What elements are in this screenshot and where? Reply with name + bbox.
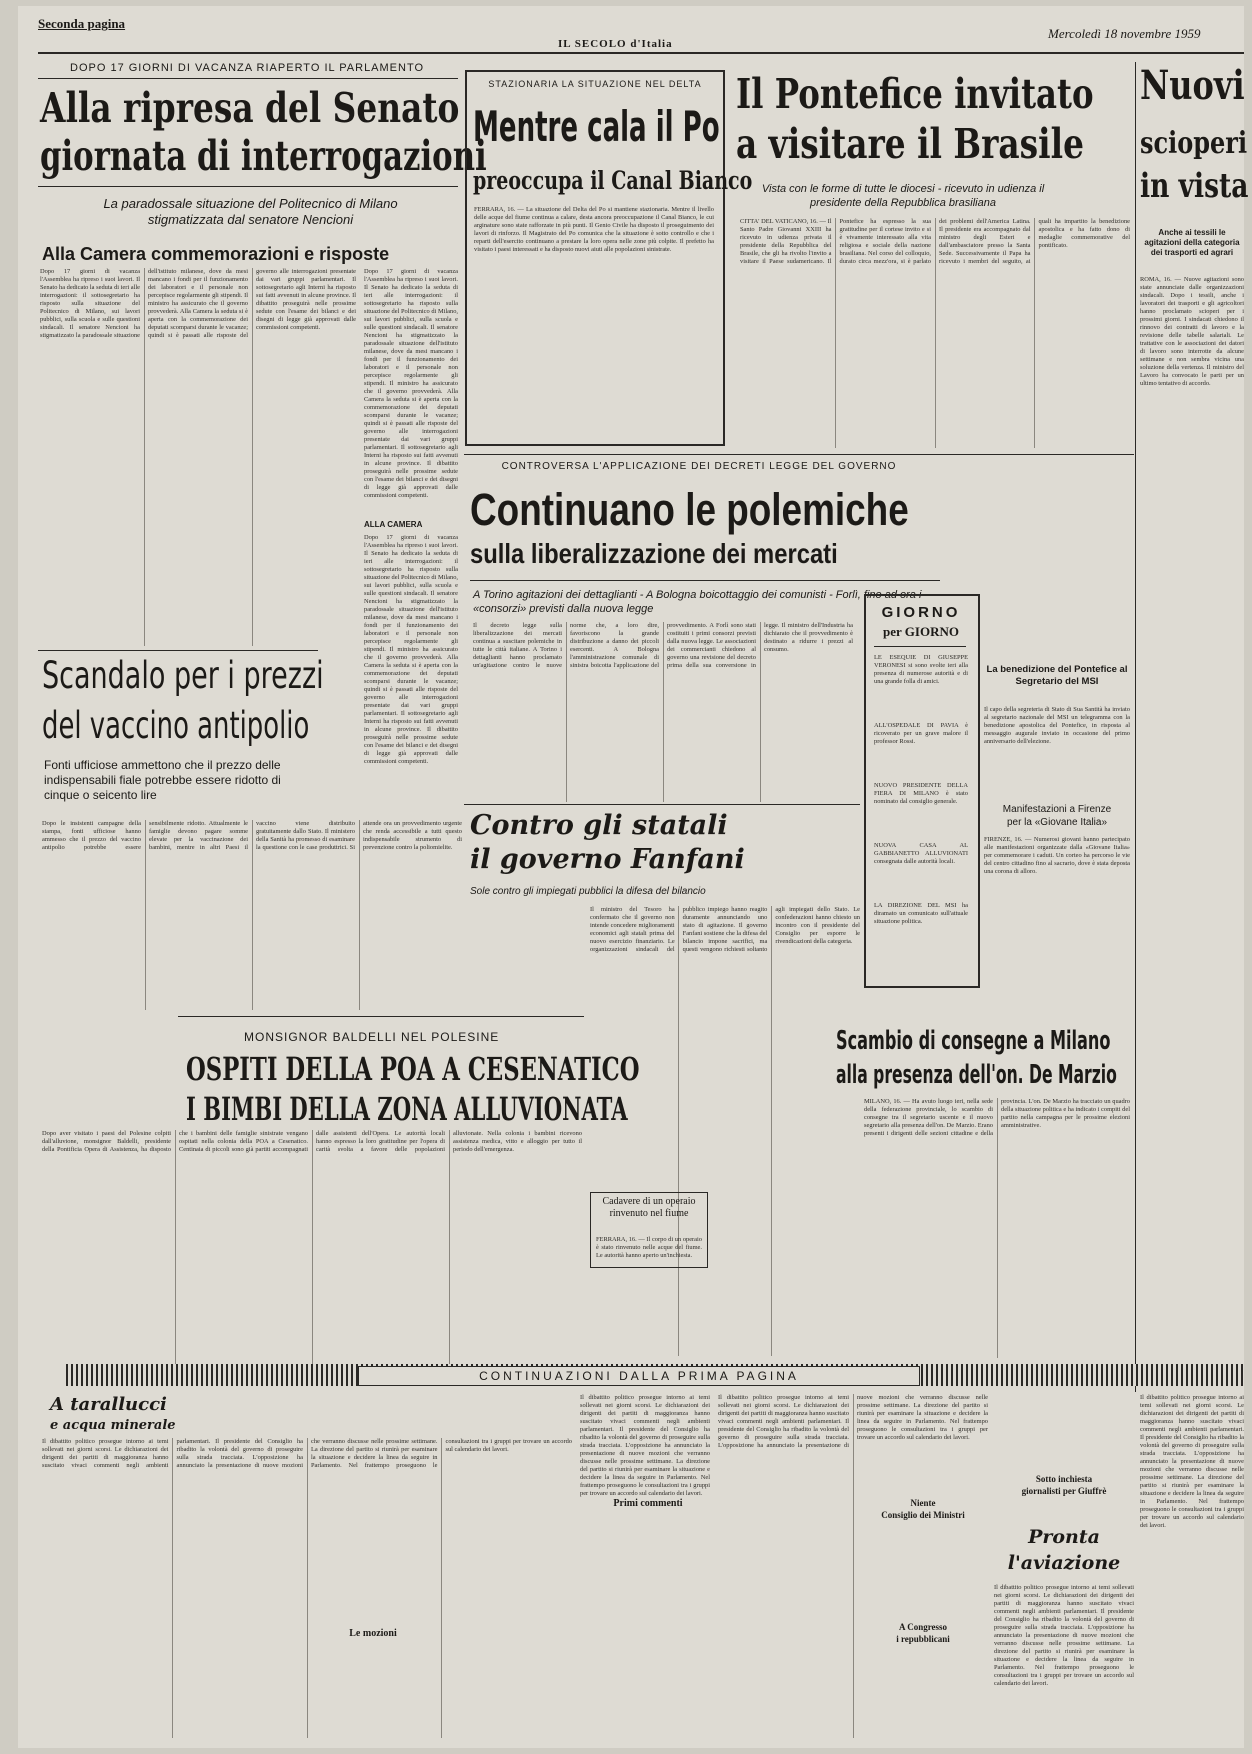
pronta-body: Il dibattito politico prosegue intorno ai temi sollevati nei giorni scorsi. Le dichiarazioni dei dirigenti dei partiti di maggioranza hanno suscitato vivaci commenti negli ambienti parlamentari. Il presidente del Consiglio ha ribadito la volontà del governo di proseguire sulla strada tracciata. L'opposizione ha annunciato la presentazione di nuove mozioni che verranno discusse nelle prossime settimane. La direzione del partito si riunirà per esaminare la situazione e decidere la linea da seguire in Parlamento. Nel frattempo proseguono le consultazioni tra i gruppi per trovare un accordo sul calendario dei lavori.: [994, 1584, 1134, 1687]
mercati-subtitle: A Torino agitazioni dei dettaglianti - A Bologna boicottaggio dei comunisti - Forlì, fino ad ora i «consorzi» previsti dalla nuova legge: [473, 589, 922, 615]
senato-headline-line1: Alla ripresa del Senato: [40, 84, 460, 132]
senato-body-continued: Dopo 17 giorni di vacanza l'Assemblea ha ripreso i suoi lavori. Il Senato ha dedicato la seduta di ieri alle interrogazioni: il sottosegretario ha risposto sulla situazione del Politecnico di Milano, sui lavori pubblici, sulla scuola e sulle questioni sindacali. Il senatore Nencioni ha stigmatizzato la paradossale situazione dell'istituto milanese, dove da mesi mancano i fondi per il funzionamento dei laboratori e il personale non percepisce regolarmente gli stipendi. Il ministro ha assicurato che il governo provvederà. Alla Camera la seduta si è aperta con la commemorazione dei deputati scomparsi durante le vacanze; quindi si è passati alle risposte del governo alle interrogazioni presentate dai vari gruppi parlamentari. Il sottosegretario agli Interni ha risposto sui fatti avvenuti in alcune province. Il dibattito proseguirà nelle prossime sedute con l'esame dei bilanci e dei disegni di legge già approvati dalle commissioni competenti.: [364, 268, 458, 499]
pronta-headline-line2: l'aviazione: [1007, 1552, 1121, 1574]
vaccino-headline-line2: del vaccino antipolio: [42, 704, 310, 747]
operaio-headline: Cadavere di un operaio rinvenuto nel fiume: [602, 1196, 696, 1219]
continuazioni-body-left: Il dibattito politico prosegue intorno ai temi sollevati nei giorni scorsi. Le dichiarazioni dei dirigenti dei partiti di maggioranza hanno suscitato vivaci commenti negli ambienti parlamentari. Il presidente del Consiglio ha ribadito la volontà del governo di proseguire sulla strada tracciata. L'opposizione ha annunciato la presentazione di nuove mozioni che verranno discusse nelle prossime settimane. La direzione del partito si riunirà per esaminare la situazione e decidere la linea da seguire in Parlamento. Nel frattempo proseguono le consultazioni tra i gruppi per trovare un accordo sul calendario dei lavori.: [42, 1438, 572, 1469]
senato-section-heading: Alla Camera commemorazioni e risposte: [42, 244, 390, 264]
cesenatico-headline-line2: I BIMBI DELLA ZONA ALLUVIONATA: [186, 1090, 628, 1128]
scioperi-body: ROMA, 16. — Nuove agitazioni sono state annunciate dalle organizzazioni sindacali. Dopo i tessili, anche i lavoratori dei trasporti e gli agricoltori hanno proclamato scioperi per i prossimi giorni. I sindacati chiedono il rinnovo dei contratti di lavoro e la revisione delle tabelle salariali. Le trattative con le associazioni dei datori di lavoro sono interrotte da alcune settimane e non sembra vicina una soluzione della vertenza. Il ministro del Lavoro ha convocato le parti per un ultimo tentativo di accordo.: [1140, 276, 1244, 387]
statali-subtitle: Sole contro gli impiegati pubblici la difesa del bilancio: [470, 886, 706, 897]
giorno-item: LA DIREZIONE DEL MSI ha diramato un comunicato sull'attuale situazione politica.: [874, 902, 968, 925]
cesenatico-body: Dopo aver visitato i paesi del Polesine colpiti dall'alluvione, monsignor Baldelli, presidente della Pontificia Opera di Assistenza, ha disposto che i bambini delle famiglie sinistrate vengano ospitati nella colonia della POA a Cesenatico. Centinaia di piccoli sono già partiti accompagnati dalle assistenti dell'Opera. Le autorità locali hanno espresso la loro gratitudine per l'opera di carità svolta a favore delle popolazioni alluvionate. Nella colonia i bambini ricevono assistenza medica, vitto e alloggio per tutto il periodo dell'emergenza.: [42, 1130, 582, 1153]
milano-headline-line2: alla presenza dell'on. De Marzio: [836, 1060, 1117, 1090]
senato-body: Dopo 17 giorni di vacanza l'Assemblea ha ripreso i suoi lavori. Il Senato ha dedicato la seduta di ieri alle interrogazioni: il sottosegretario ha risposto sulla situazione del Politecnico di Milano, sui lavori pubblici, sulla scuola e sulle questioni sindacali. Il senatore Nencioni ha stigmatizzato la paradossale situazione dell'istituto milanese, dove da mesi mancano i fondi per il funzionamento dei laboratori e il personale non percepisce regolarmente gli stipendi. Il ministro ha assicurato che il governo provvederà. Alla Camera la seduta si è aperta con la commemorazione dei deputati scomparsi durante le vacanze; quindi si è passati alle risposte del governo alle interrogazioni presentate dai vari gruppi parlamentari. Il sottosegretario agli Interni ha risposto sui fatti avvenuti in alcune province. Il dibattito proseguirà nelle prossime sedute con l'esame dei bilanci e dei disegni di legge già approvati dalle commissioni competenti.: [40, 268, 356, 339]
senato-kicker: DOPO 17 GIORNI DI VACANZA RIAPERTO IL PARLAMENTO: [70, 62, 425, 74]
mercati-headline-line1: Continuano le polemiche: [470, 484, 909, 535]
benedizione-body: Il capo della segreteria di Stato di Sua Santità ha inviato al segretario nazionale del MSI un telegramma con la benedizione apostolica del Pontefice, in risposta al messaggio augurale inviato in occasione del primo anniversario dell'elezione.: [984, 706, 1130, 745]
giorno-title-line2: per GIORNO: [883, 624, 959, 639]
tarallucci-headline-line1: A tarallucci: [50, 1394, 167, 1415]
mozioni-heading: Le mozioni: [313, 1628, 433, 1639]
vaccino-subtitle: Fonti ufficiose ammettono che il prezzo delle indispensabili fiale potrebbe essere ridotto di cinque o seicento lire: [44, 758, 281, 802]
senato-subtitle: La paradossale situazione del Politecnico di Milano stigmatizzata dal senatore Nencioni: [103, 196, 398, 227]
primi-commenti-heading: Primi commenti: [593, 1498, 703, 1509]
tarallucci-headline-line2: e acqua minerale: [50, 1418, 176, 1433]
congresso-heading-line2: i repubblicani: [858, 1634, 988, 1645]
giorno-item: LE ESEQUIE DI GIUSEPPE VERONESI si sono svolte ieri alla presenza di numerose autorità e di una grande folla di amici.: [874, 654, 968, 685]
delta-headline-line2: preoccupa il Canal Bianco: [473, 166, 753, 195]
statali-headline-line2: il governo Fanfani: [470, 844, 745, 875]
newspaper-page: [18, 6, 1249, 1748]
continuazioni-body-right: Il dibattito politico prosegue intorno ai temi sollevati nei giorni scorsi. Le dichiarazioni dei dirigenti dei partiti di maggioranza hanno suscitato vivaci commenti negli ambienti parlamentari. Il presidente del Consiglio ha ribadito la volontà del governo di proseguire sulla strada tracciata. L'opposizione ha annunciato la presentazione di nuove mozioni che verranno discusse nelle prossime settimane. La direzione del partito si riunirà per esaminare la situazione e decidere la linea da seguire in Parlamento. Nel frattempo proseguono le consultazioni tra i gruppi per trovare un accordo sul calendario dei lavori.: [718, 1394, 988, 1449]
firenze-headline-line1: Manifestazioni a Firenze: [1002, 804, 1112, 815]
senato-headline-line2: giornata di interrogazioni: [40, 132, 487, 180]
consiglio-heading-line2: Consiglio dei Ministri: [858, 1510, 988, 1521]
delta-headline-line1: Mentre cala il Po: [473, 102, 720, 151]
statali-body: Il ministro del Tesoro ha confermato che il governo non intende concedere miglioramenti economici agli statali prima del nuovo esercizio finanziario. Le organizzazioni sindacali del pubblico impiego hanno reagito duramente annunciando uno stato di agitazione. Il governo Fanfani sostiene che la difesa del bilancio impone sacrifici, ma questi vengono richiesti soltanto agli impiegati dello Stato. Le confederazioni hanno chiesto un incontro con il presidente del Consiglio per esporre le rivendicazioni della categoria.: [590, 906, 860, 953]
page-section-label: Seconda pagina: [38, 16, 126, 31]
continuazioni-banner: CONTINUAZIONI DALLA PRIMA PAGINA: [358, 1366, 920, 1386]
statali-headline-line1: Contro gli statali: [470, 810, 728, 841]
senato-camera-subhead: ALLA CAMERA: [364, 520, 423, 529]
brasile-headline-line1: Il Pontefice invitato: [736, 70, 1094, 118]
brasile-body: CITTA' DEL VATICANO, 16. — Il Santo Padre Giovanni XXIII ha ricevuto in udienza privata il presidente della Repubblica del Brasile, che gli ha rivolto l'invito a visitare il Paese sudamericano. Il Pontefice ha espresso la sua gratitudine per il cortese invito e si è vivamente interessato alla vita religiosa e sociale della nazione brasiliana. Nel corso del colloquio, durato circa mezz'ora, si è parlato dei problemi dell'America Latina. Il presidente era accompagnato dal ministro degli Esteri e dall'ambasciatore presso la Santa Sede. Successivamente il Papa ha ricevuto i membri del seguito, ai quali ha impartito la benedizione apostolica e ha fatto dono di medaglie commemorative del pontificato.: [740, 218, 1130, 265]
mercati-headline-line2: sulla liberalizzazione dei mercati: [470, 538, 838, 569]
inchiesta-heading-line2: giornalisti per Giuffrè: [1021, 1486, 1107, 1496]
scioperi-subtitle: Anche ai tessili le agitazioni della categoria dei trasporti ed agrari: [1144, 228, 1240, 257]
masthead-title: IL SECOLO d'Italia: [558, 38, 673, 50]
mercati-body: Il decreto legge sulla liberalizzazione dei mercati continua a suscitare polemiche in tutte le città italiane. A Torino i dettaglianti hanno proclamato un'agitazione contro le nuove norme che, a loro dire, favoriscono la grande distribuzione a danno dei piccoli esercenti. A Bologna l'amministrazione comunale di sinistra boicotta l'applicazione del provvedimento. A Forlì sono stati costituiti i primi consorzi previsti dalla nuova legge. Le associazioni dei commercianti chiedono al governo una revisione del decreto prima della sua conversione in legge. Il ministro dell'Industria ha dichiarato che il provvedimento è destinato a ridurre i prezzi al consumo.: [473, 622, 853, 669]
giorno-item: NUOVO PRESIDENTE DELLA FIERA DI MILANO è stato nominato dal consiglio generale.: [874, 782, 968, 805]
continuazioni-body-mid: Il dibattito politico prosegue intorno ai temi sollevati nei giorni scorsi. Le dichiarazioni dei dirigenti dei partiti di maggioranza hanno suscitato vivaci commenti negli ambienti parlamentari. Il presidente del Consiglio ha ribadito la volontà del governo di proseguire sulla strada tracciata. L'opposizione ha annunciato la presentazione di nuove mozioni che verranno discusse nelle prossime settimane. La direzione del partito si riunirà per esaminare la situazione e decidere la linea da seguire in Parlamento. Nel frattempo proseguono le consultazioni tra i gruppi per trovare un accordo sul calendario dei lavori.: [580, 1394, 710, 1497]
brasile-subtitle: Vista con le forme di tutte le diocesi - ricevuto in udienza il presidente della Repubblica brasiliana: [761, 183, 1045, 209]
giorno-title-line1: GIORNO: [881, 604, 961, 621]
masthead-date: Mercoledì 18 novembre 1959: [1048, 26, 1201, 41]
delta-body: FERRARA, 16. — La situazione del Delta del Po si mantiene stazionaria. Mentre il livello delle acque del fiume continua a calare, desta ancora preoccupazione il Canal Bianco, le cui arginature sono state rafforzate in più punti. Il Genio Civile ha disposto il proseguimento dei lavori di rinforzo. Il Magistrato del Po comunica che la situazione è sotto controllo e che i reparti dell'esercito continuano a prestare la loro opera nelle zone più colpite. Il prefetto ha visitato i paesi interessati e ha disposto nuovi aiuti alle popolazioni sinistrate.: [474, 206, 714, 253]
masthead-rule: [38, 52, 1244, 54]
consiglio-heading-line1: Niente: [858, 1498, 988, 1509]
operaio-body: FERRARA, 16. — Il corpo di un operaio è stato rinvenuto nelle acque del fiume. Le autorità hanno aperto un'inchiesta.: [596, 1236, 702, 1259]
milano-body: MILANO, 16. — Ha avuto luogo ieri, nella sede della federazione provinciale, lo scambio di consegne tra il segretario uscente e il nuovo segretario alla presenza dell'on. De Marzio. Erano presenti i dirigenti delle sezioni cittadine e della provincia. L'on. De Marzio ha tracciato un quadro della situazione politica e ha indicato i compiti del partito nella campagna per le prossime elezioni amministrative.: [864, 1098, 1130, 1137]
giorno-item: ALL'OSPEDALE DI PAVIA è ricoverato per un grave malore il professor Rossi.: [874, 722, 968, 745]
delta-kicker: STAZIONARIA LA SITUAZIONE NEL DELTA: [488, 79, 702, 89]
cesenatico-kicker: MONSIGNOR BALDELLI NEL POLESINE: [244, 1030, 500, 1044]
firenze-body: FIRENZE, 16. — Numerosi giovani hanno partecipato alle manifestazioni organizzate dalla «Giovane Italia» per commemorare i caduti. Un corteo ha percorso le vie del centro cittadino fino al sacrario, dove è stata deposta una corona di alloro.: [984, 836, 1130, 875]
giorno-item: NUOVA CASA AL GABBIANETTO ALLUVIONATI consegnata dalle autorità locali.: [874, 842, 968, 865]
milano-headline-line1: Scambio di consegne a Milano: [836, 1026, 1111, 1056]
vaccino-headline-line1: Scandalo per i prezzi: [42, 654, 324, 697]
senato-camera-body: Dopo 17 giorni di vacanza l'Assemblea ha ripreso i suoi lavori. Il Senato ha dedicato la seduta di ieri alle interrogazioni: il sottosegretario ha risposto sulla situazione del Politecnico di Milano, sui lavori pubblici, sulla scuola e sulle questioni sindacali. Il senatore Nencioni ha stigmatizzato la paradossale situazione dell'istituto milanese, dove da mesi mancano i fondi per il funzionamento dei laboratori e il personale non percepisce regolarmente gli stipendi. Il ministro ha assicurato che il governo provvederà. Alla Camera la seduta si è aperta con la commemorazione dei deputati scomparsi durante le vacanze; quindi si è passati alle risposte del governo alle interrogazioni presentate dai vari gruppi parlamentari. Il sottosegretario agli Interni ha risposto sui fatti avvenuti in alcune province. Il dibattito proseguirà nelle prossime sedute con l'esame dei bilanci e dei disegni di legge già approvati dalle commissioni competenti.: [364, 534, 458, 765]
brasile-headline-line2: a visitare il Brasile: [736, 120, 1084, 168]
scioperi-headline-line3: in vista: [1140, 166, 1249, 206]
benedizione-headline: La benedizione del Pontefice al Segretario del MSI: [986, 664, 1128, 687]
scioperi-headline-line1: Nuovi: [1140, 62, 1245, 109]
firenze-headline-line2: per la «Giovane Italia»: [1006, 817, 1108, 828]
pronta-headline-line1: Pronta: [1028, 1526, 1100, 1548]
cesenatico-headline-line1: OSPITI DELLA POA A CESENATICO: [186, 1050, 640, 1088]
vaccino-body: Dopo le insistenti campagne della stampa, fonti ufficiose hanno ammesso che il prezzo del vaccino antipolio potrebbe essere sensibilmente ridotto. Attualmente le famiglie devono pagare somme elevate per la vaccinazione dei bambini, mentre in altri Paesi il vaccino viene distribuito gratuitamente dallo Stato. Il ministero della Sanità ha promesso di esaminare la questione con le case produttrici. Si attende ora un provvedimento urgente che renda accessibile a tutti questo indispensabile strumento di prevenzione contro la poliomielite.: [42, 820, 462, 851]
inchiesta-heading-line1: Sotto inchiesta: [1035, 1474, 1093, 1484]
congresso-heading-line1: A Congresso: [858, 1622, 988, 1633]
mercati-kicker: CONTROVERSA L'APPLICAZIONE DEI DECRETI LEGGE DEL GOVERNO: [501, 461, 897, 472]
scioperi-headline-line2: scioperi: [1140, 126, 1248, 161]
continuazioni-body-far-right: Il dibattito politico prosegue intorno ai temi sollevati nei giorni scorsi. Le dichiarazioni dei dirigenti dei partiti di maggioranza hanno suscitato vivaci commenti negli ambienti parlamentari. Il presidente del Consiglio ha ribadito la volontà del governo di proseguire sulla strada tracciata. L'opposizione ha annunciato la presentazione di nuove mozioni che verranno discusse nelle prossime settimane. La direzione del partito si riunirà per esaminare la situazione e decidere la linea da seguire in Parlamento. Nel frattempo proseguono le consultazioni tra i gruppi per trovare un accordo sul calendario dei lavori.: [1140, 1394, 1244, 1529]
